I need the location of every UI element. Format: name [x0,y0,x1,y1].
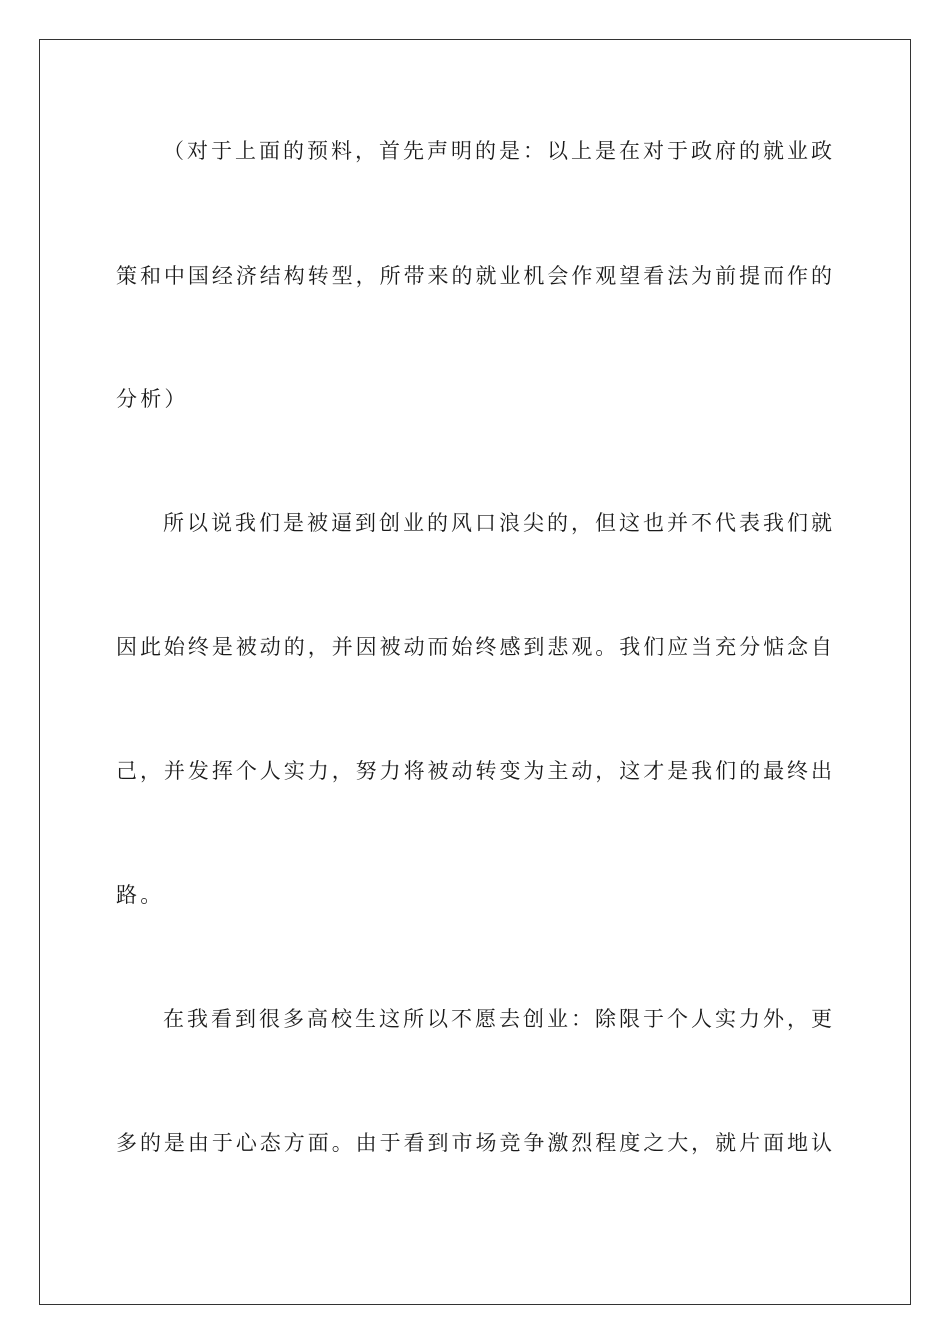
paragraph-2-line-3: 己，并发挥个人实力，努力将被动转变为主动，这才是我们的最终出 [116,759,832,783]
paragraph-3-line-2: 多的是由于心态方面。由于看到市场竞争激烈程度之大，就片面地认 [116,1131,832,1155]
paragraph-1-line-2: 策和中国经济结构转型，所带来的就业机会作观望看法为前提而作的 [116,264,832,288]
paragraph-1-line-1: （对于上面的预料，首先声明的是：以上是在对于政府的就业政 [163,139,832,163]
paragraph-2-line-4: 路。 [116,883,165,907]
paragraph-3-line-1: 在我看到很多高校生这所以不愿去创业：除限于个人实力外，更 [163,1007,832,1031]
paragraph-1-line-3: 分析） [116,387,189,411]
page-border [39,39,911,1305]
paragraph-2-line-2: 因此始终是被动的，并因被动而始终感到悲观。我们应当充分惦念自 [116,635,832,659]
paragraph-2-line-1: 所以说我们是被逼到创业的风口浪尖的，但这也并不代表我们就 [163,511,832,535]
